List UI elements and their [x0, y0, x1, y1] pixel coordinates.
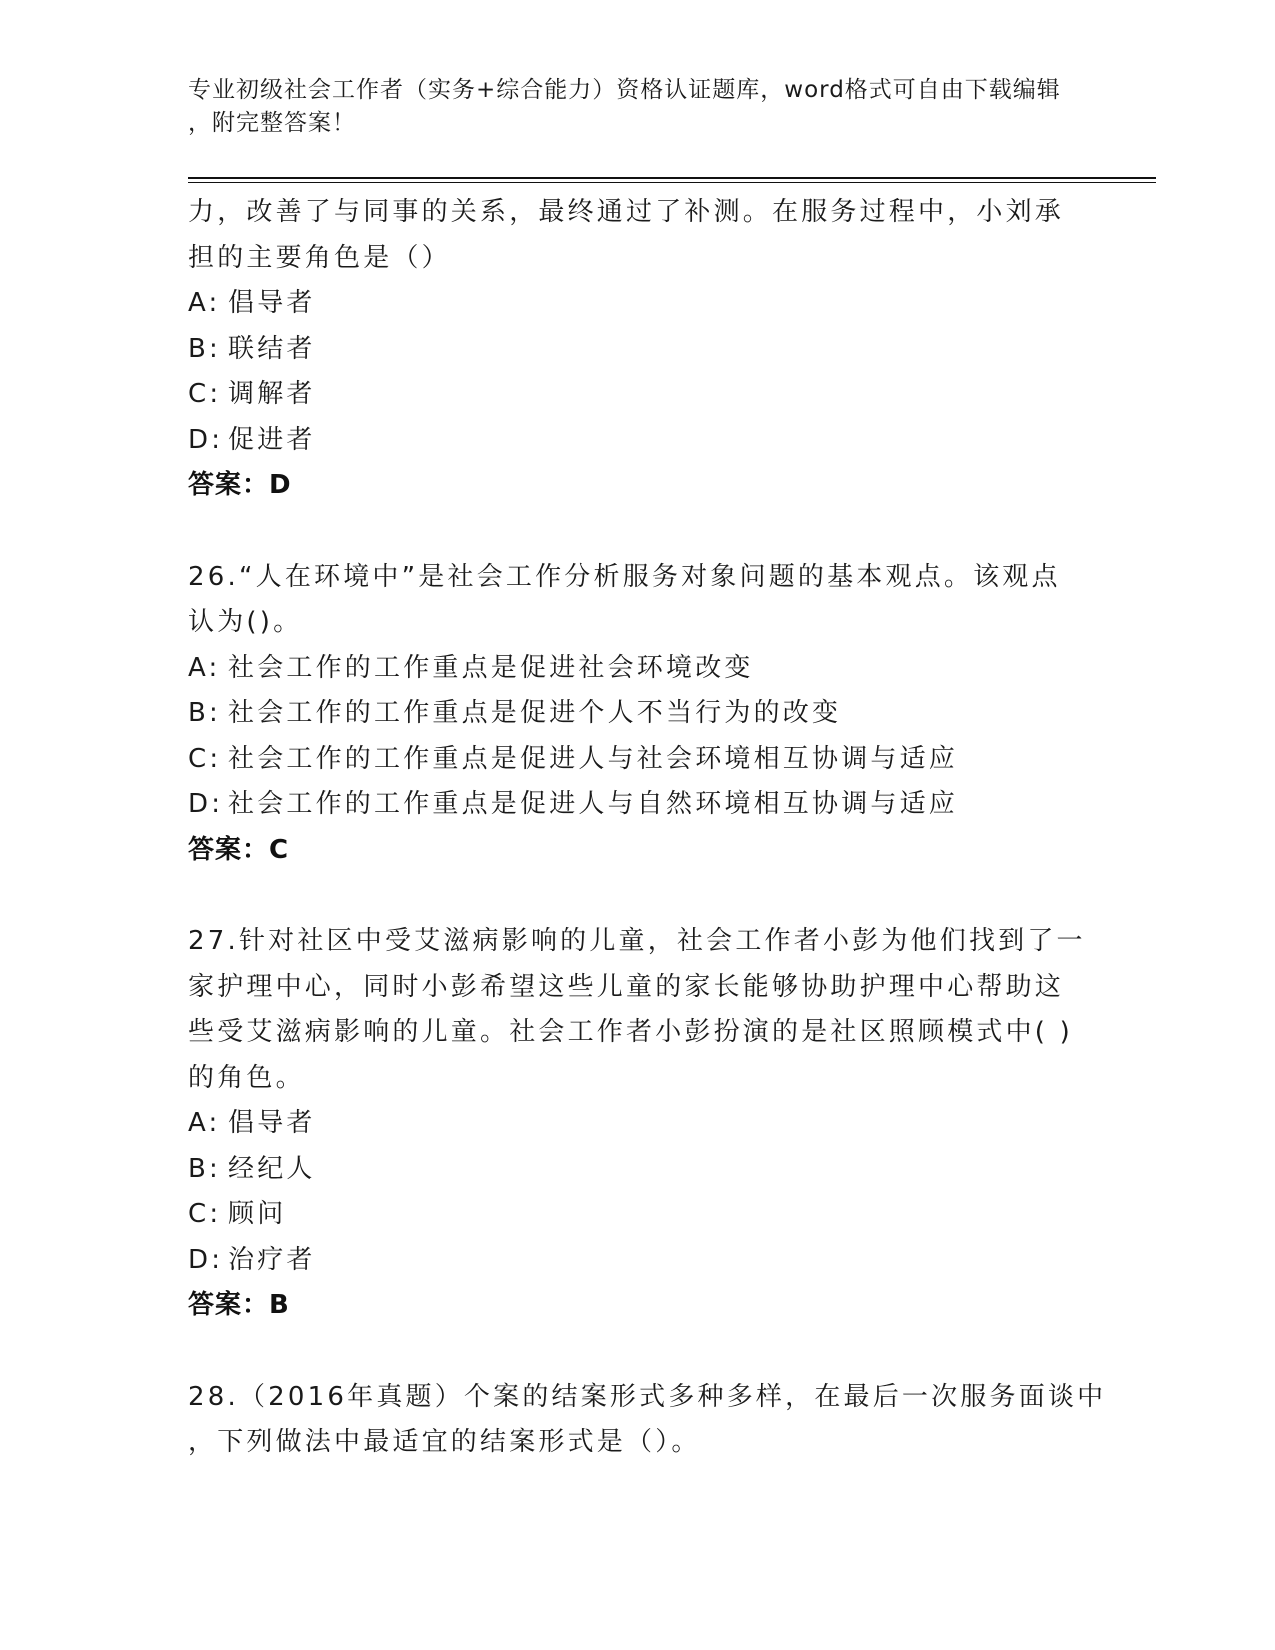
option-c	[188, 737, 1088, 783]
answer-line: 答案：B	[188, 1290, 290, 1320]
question-stem-line: 26.“人在环境中”是社会工作分析服务对象问题的基本观点。该观点	[188, 561, 1061, 592]
answer-line: 答案：C	[188, 834, 290, 865]
option-key: A:	[188, 288, 221, 318]
option-b	[188, 327, 1088, 373]
option-text: 社会工作的工作重点是促进人与自然环境相互协调与适应	[228, 789, 959, 819]
question-spacer	[188, 873, 1088, 919]
option-c	[188, 372, 1088, 418]
question-27	[188, 919, 1088, 1329]
header-title-line-1: 专业初级社会工作者（实务+综合能力）资格认证题库，word格式可自由下载编辑	[188, 77, 1061, 103]
option-key: B:	[188, 333, 221, 364]
option-key: A:	[188, 652, 221, 683]
question-stem-line: 家护理中心，同时小彭希望这些儿童的家长能够协助护理中心帮助这	[188, 971, 1065, 1002]
option-key: A:	[188, 1108, 221, 1138]
question-stem-line: 28.（2016年真题）个案的结案形式多种多样，在最后一次服务面谈中	[188, 1381, 1107, 1412]
option-key: D:	[188, 789, 224, 819]
question-stem-line: 力，改善了与同事的关系，最终通过了补测。在服务过程中，小刘承	[188, 197, 1065, 227]
question-list	[188, 190, 1107, 1466]
option-key: C:	[188, 743, 222, 774]
option-key: B:	[188, 1153, 221, 1184]
option-a	[188, 646, 1088, 692]
option-text: 社会工作的工作重点是促进社会环境改变	[228, 652, 754, 683]
option-d	[188, 418, 1088, 464]
question-stem-line: 认为()。	[188, 607, 303, 637]
header-divider	[188, 177, 1156, 183]
option-key: C:	[188, 379, 222, 409]
option-b	[188, 1147, 1088, 1193]
option-text: 促进者	[228, 424, 316, 455]
option-c	[188, 1192, 1088, 1238]
option-text: 社会工作的工作重点是促进个人不当行为的改变	[228, 698, 842, 728]
question-stem-line: 的角色。	[188, 1062, 305, 1093]
document-header	[188, 74, 1088, 140]
header-title-line-2: ，附完整答案！	[188, 110, 356, 136]
option-text: 倡导者	[228, 1108, 316, 1138]
answer-line: 答案：D	[188, 470, 292, 500]
question-stem-line: 27.针对社区中受艾滋病影响的儿童，社会工作者小彭为他们找到了一	[188, 926, 1086, 956]
option-text: 社会工作的工作重点是促进人与社会环境相互协调与适应	[228, 743, 959, 774]
option-a	[188, 281, 1088, 327]
question-stem-line: 担的主要角色是（）	[188, 242, 451, 273]
option-a	[188, 1101, 1088, 1147]
option-text: 倡导者	[228, 288, 316, 318]
question-spacer	[188, 509, 1088, 555]
question-28	[188, 1375, 1107, 1466]
option-text: 顾问	[228, 1199, 287, 1229]
option-key: B:	[188, 698, 221, 728]
option-text: 调解者	[228, 379, 316, 409]
option-b	[188, 691, 1088, 737]
option-key: D:	[188, 424, 224, 455]
question-stem-line: 些受艾滋病影响的儿童。社会工作者小彭扮演的是社区照顾模式中( )	[188, 1017, 1073, 1047]
option-key: D:	[188, 1244, 224, 1275]
option-key: C:	[188, 1199, 222, 1229]
question-stem-line: ，下列做法中最适宜的结案形式是（）。	[188, 1427, 701, 1457]
question-spacer	[188, 1329, 1088, 1375]
option-text: 联结者	[228, 333, 316, 364]
option-text: 经纪人	[228, 1153, 316, 1184]
question-25	[188, 190, 1088, 509]
question-26	[188, 555, 1088, 874]
option-d	[188, 1238, 1088, 1284]
option-d	[188, 782, 1088, 828]
option-text: 治疗者	[228, 1244, 316, 1275]
